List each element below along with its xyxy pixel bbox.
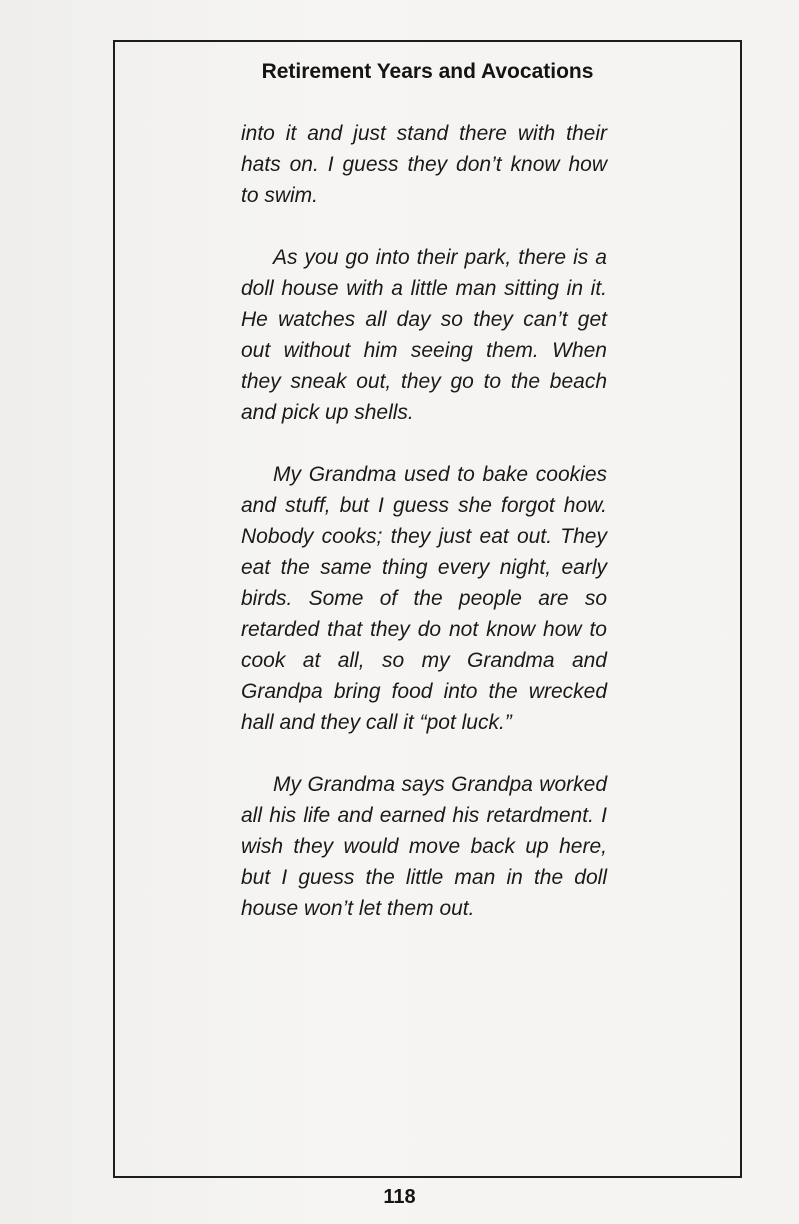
body-text — [241, 118, 607, 955]
page-number: 118 — [383, 1186, 416, 1208]
paragraph: As you go into their park, there is a doll house with a little man sitting in it. He watches all day so they can’t get out without him seeing them. When they sneak out, they go to the beach and pick up shells. — [241, 246, 607, 424]
paragraph-continuation: into it and just stand there with their hats on. I guess they don’t know how to swim. — [241, 122, 607, 207]
paragraph: My Grandma used to bake cookies and stuff, but I guess she forgot how. Nobody cooks; they just eat out. They eat the same thing every night, early birds. Some of the people are so retarded that they do not know how to cook at all, so my Grandma and Grandpa bring food into the wrecked hall and they call it “pot luck.” — [241, 463, 607, 734]
paragraph: My Grandma says Grandpa worked all his life and earned his retardment. I wish they would move back up here, but I guess the little man in the doll house won’t let them out. — [241, 773, 607, 920]
page-title: Retirement Years and Avocations — [261, 60, 594, 83]
